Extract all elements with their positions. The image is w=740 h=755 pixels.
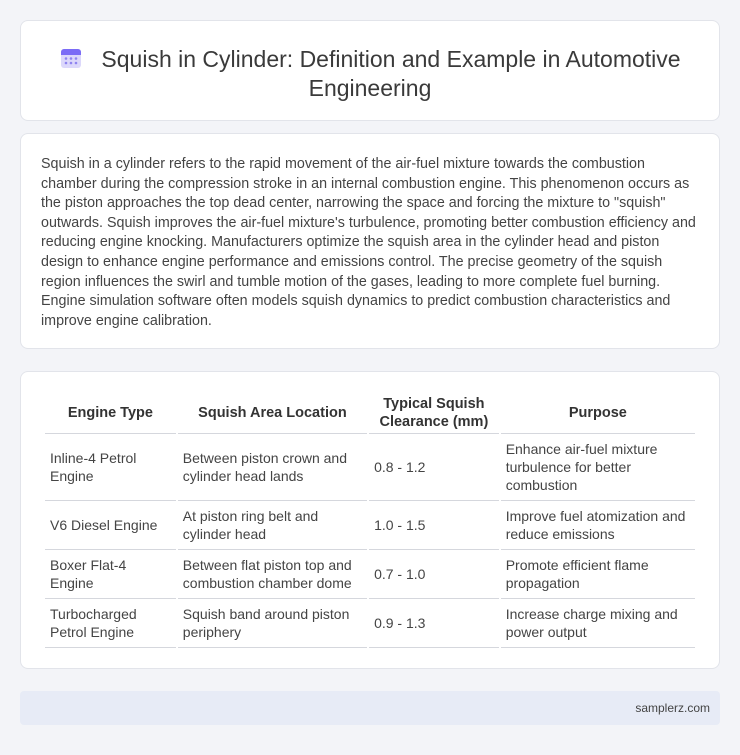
- cell-engine-type: Inline-4 Petrol Engine: [45, 434, 176, 501]
- footer-site-link[interactable]: samplerz.com: [635, 701, 710, 715]
- cell-purpose: Promote efficient flame propagation: [501, 550, 695, 599]
- squish-table: [43, 393, 697, 648]
- cell-squish-area-location: Between piston crown and cylinder head lands: [178, 434, 367, 501]
- header-purpose: Purpose: [501, 393, 695, 434]
- cell-squish-clearance: 1.0 - 1.5: [369, 501, 499, 550]
- cell-squish-clearance: 0.9 - 1.3: [369, 599, 499, 648]
- page-title: Squish in Cylinder: Definition and Example in Automotive Engineering: [101, 46, 681, 101]
- table-header-row: [45, 393, 695, 434]
- description-text: Squish in a cylinder refers to the rapid movement of the air-fuel mixture towards the combustion chamber during the compression stroke in an internal combustion engine. This phenomenon occurs as the piston approaches the top dead center, narrowing the space and forcing the mixture to "squish" outwards. Squish improves the air-fuel mixture's turbulence, promoting better combustion efficiency and reducing engine knocking. Manufacturers optimize the squish area in the cylinder head and piston design to enhance engine performance and emissions control. The precise geometry of the squish region influences the swirl and tumble motion of the gases, leading to more complete fuel burning. Engine simulation software often models squish dynamics to predict combustion characteristics and improve engine calibration.: [41, 156, 696, 329]
- page-title-wrap: [21, 45, 719, 103]
- cell-squish-clearance: 0.7 - 1.0: [369, 550, 499, 599]
- header-typical-squish-clearance: Typical Squish Clearance (mm): [369, 393, 499, 434]
- cell-engine-type: Turbocharged Petrol Engine: [45, 599, 176, 648]
- cell-squish-area-location: At piston ring belt and cylinder head: [178, 501, 367, 550]
- header-engine-type: Engine Type: [45, 393, 176, 434]
- table-row: [45, 501, 695, 550]
- footer-bar: [20, 691, 720, 725]
- cell-squish-area-location: Squish band around piston periphery: [178, 599, 367, 648]
- table-row: [45, 599, 695, 648]
- cell-purpose: Enhance air-fuel mixture turbulence for better combustion: [501, 434, 695, 501]
- cell-engine-type: V6 Diesel Engine: [45, 501, 176, 550]
- table-row: [45, 550, 695, 599]
- table-card: [20, 371, 720, 669]
- cell-squish-area-location: Between flat piston top and combustion chamber dome: [178, 550, 367, 599]
- cell-engine-type: Boxer Flat-4 Engine: [45, 550, 176, 599]
- calendar-icon: [59, 46, 83, 70]
- description-card: [20, 133, 720, 349]
- cell-squish-clearance: 0.8 - 1.2: [369, 434, 499, 501]
- title-card: [20, 20, 720, 121]
- header-squish-area-location: Squish Area Location: [178, 393, 367, 434]
- table-row: [45, 434, 695, 501]
- cell-purpose: Increase charge mixing and power output: [501, 599, 695, 648]
- cell-purpose: Improve fuel atomization and reduce emissions: [501, 501, 695, 550]
